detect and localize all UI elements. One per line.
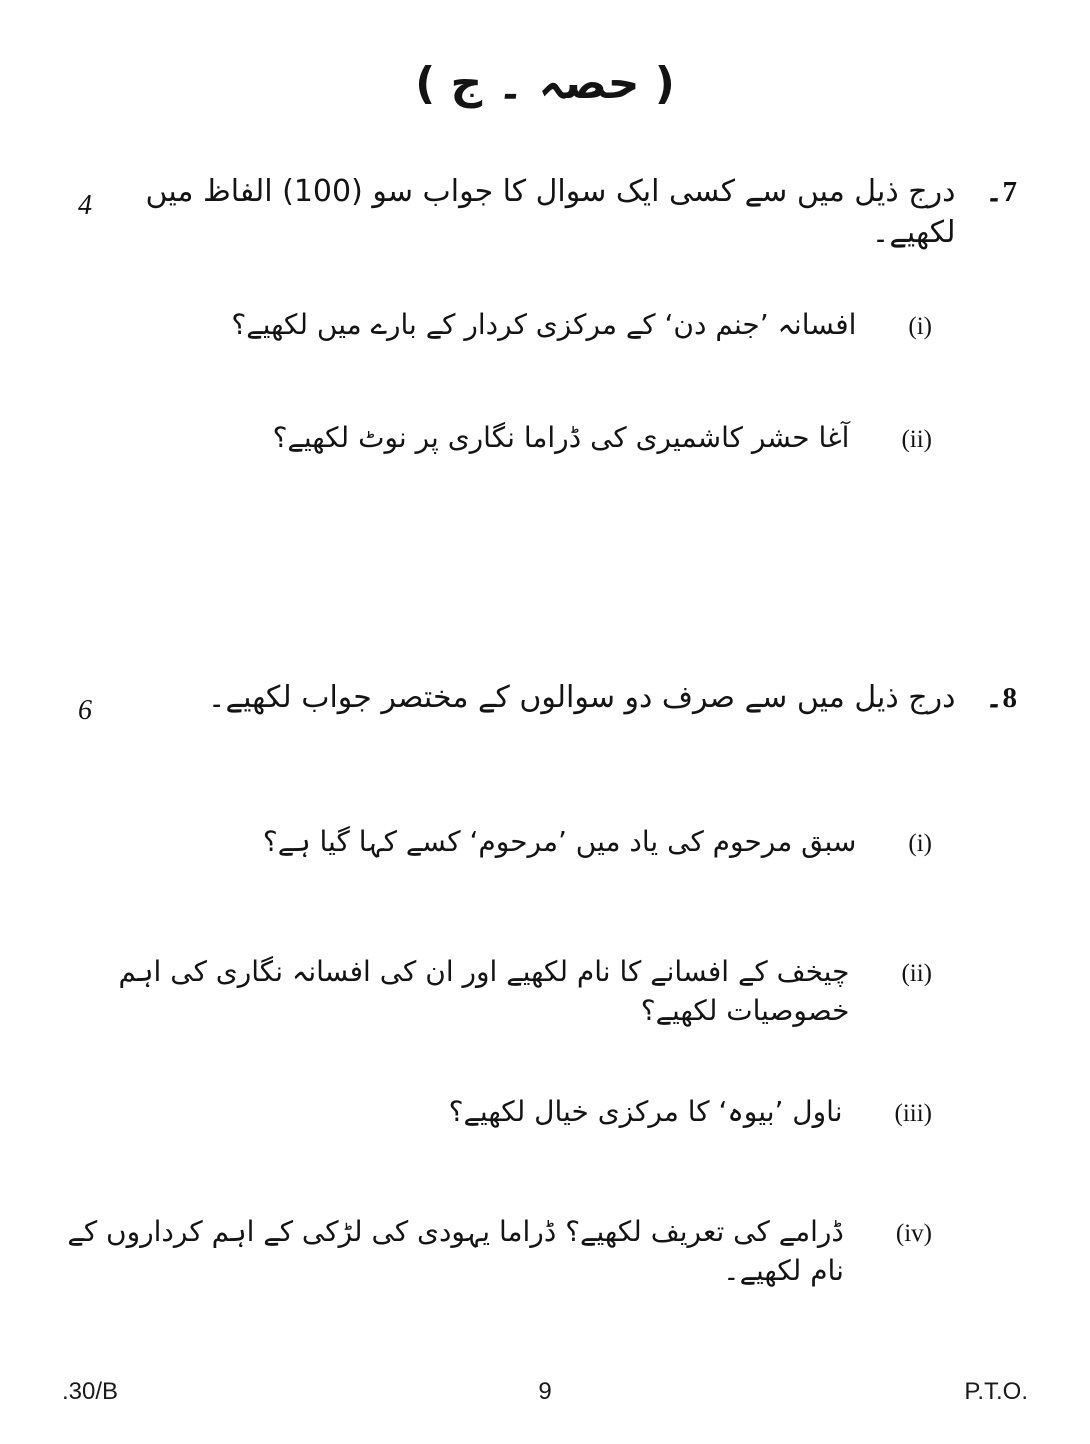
question-7-sub-i-text: افسانہ ’جنم دن‘ کے مرکزی کردار کے بارے میں لکھیے؟ [231, 308, 857, 341]
question-8-subquestion-row [60, 1092, 932, 1131]
question-8-sub-iv-text: ڈرامے کی تعریف لکھیے؟ ڈراما یہودی کی لڑکی کے اہم کرداروں کے نام لکھیے۔ [67, 1215, 844, 1288]
question-7-text: درج ذیل میں سے کسی ایک سوال کا جواب سو (100) الفاظ میں لکھیے۔ [145, 174, 956, 250]
question-7-subquestion-row [60, 418, 932, 457]
question-8-sub-i-numeral: (i) [908, 830, 932, 857]
question-7-sub-ii-numeral: (ii) [901, 426, 932, 453]
question-8-subquestion-row [60, 1212, 932, 1290]
question-8-sub-iii-text: ناول ’بیوہ‘ کا مرکزی خیال لکھیے؟ [448, 1095, 843, 1128]
question-8-sub-iii-numeral: (iii) [894, 1100, 932, 1127]
section-title: ( حصہ ۔ ج ) [415, 58, 675, 109]
question-7-sub-ii-text: آغا حشر کاشمیری کی ڈراما نگاری پر نوٹ لکھیے؟ [272, 421, 850, 454]
footer [62, 1378, 1028, 1406]
question-7-number: 7۔ [985, 176, 1017, 208]
question-8-row [60, 678, 1017, 719]
question-7-sub-i-numeral: (i) [908, 313, 932, 340]
question-8-sub-ii-numeral: (ii) [901, 960, 932, 987]
question-8-sub-iv-numeral: (iv) [895, 1220, 932, 1247]
question-8-subquestion-row [60, 822, 932, 861]
question-7-marks: 4 [78, 190, 92, 221]
question-8-subquestion-row [60, 952, 932, 1030]
footer-pto: P.T.O. [964, 1378, 1028, 1405]
question-8-marks: 6 [78, 695, 92, 726]
question-8-number: 8۔ [985, 682, 1017, 714]
question-7-row [60, 172, 1017, 253]
question-8-sub-i-text: سبق مرحوم کی یاد میں ’مرحوم‘ کسے کہا گیا ہے؟ [262, 825, 857, 858]
question-8-text: درج ذیل میں سے صرف دو سوالوں کے مختصر جواب لکھیے۔ [207, 680, 956, 715]
footer-page-number: 9 [538, 1378, 552, 1405]
question-8-sub-ii-text: چیخف کے افسانے کا نام لکھیے اور ان کی افسانہ نگاری کی اہم خصوصیات لکھیے؟ [118, 955, 850, 1028]
question-7-subquestion-row [60, 305, 932, 344]
footer-paper-code: .30/B [62, 1378, 119, 1405]
